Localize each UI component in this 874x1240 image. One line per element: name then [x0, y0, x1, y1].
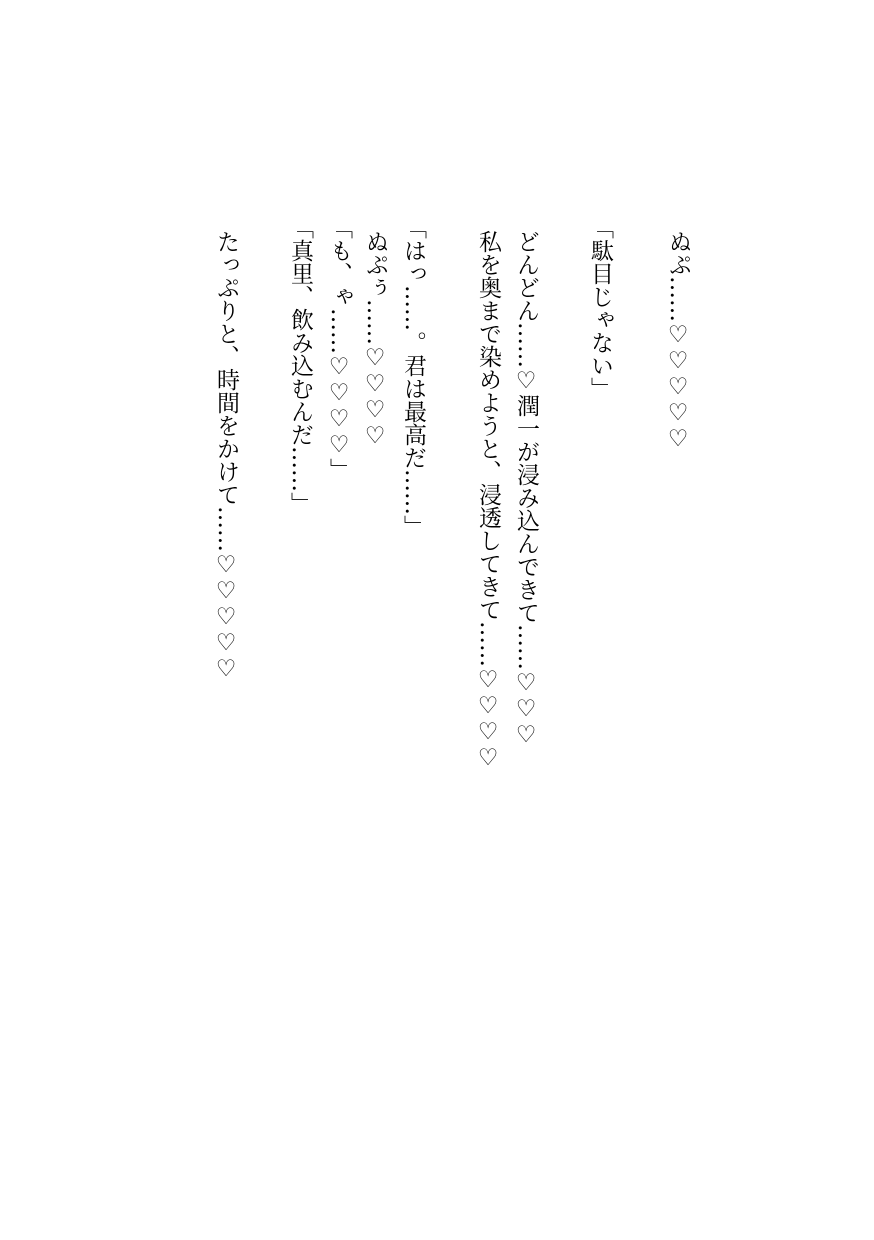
text-line-7: 「も、ゃ……♡♡♡♡」 [326, 216, 352, 481]
text-line-5: 「はっ……。君は最高だ……」 [400, 216, 426, 538]
text-line-2: 「駄目じゃない」 [587, 216, 613, 400]
text-line-4: 私を奥まで染めようと、浸透してきて……♡♡♡♡ [475, 230, 501, 771]
text-line-8: 「真里、飲み込むんだ……」 [287, 216, 313, 515]
text-line-6: ぬぷぅ……♡♡♡♡ [362, 230, 388, 449]
text-line-9: たっぷりと、時間をかけて……♡♡♡♡♡ [213, 230, 239, 682]
text-line-1: ぬぷ……♡♡♡♡♡ [665, 230, 691, 452]
text-line-3: どんどん……♡潤一が浸み込んできて……♡♡♡ [513, 230, 539, 748]
